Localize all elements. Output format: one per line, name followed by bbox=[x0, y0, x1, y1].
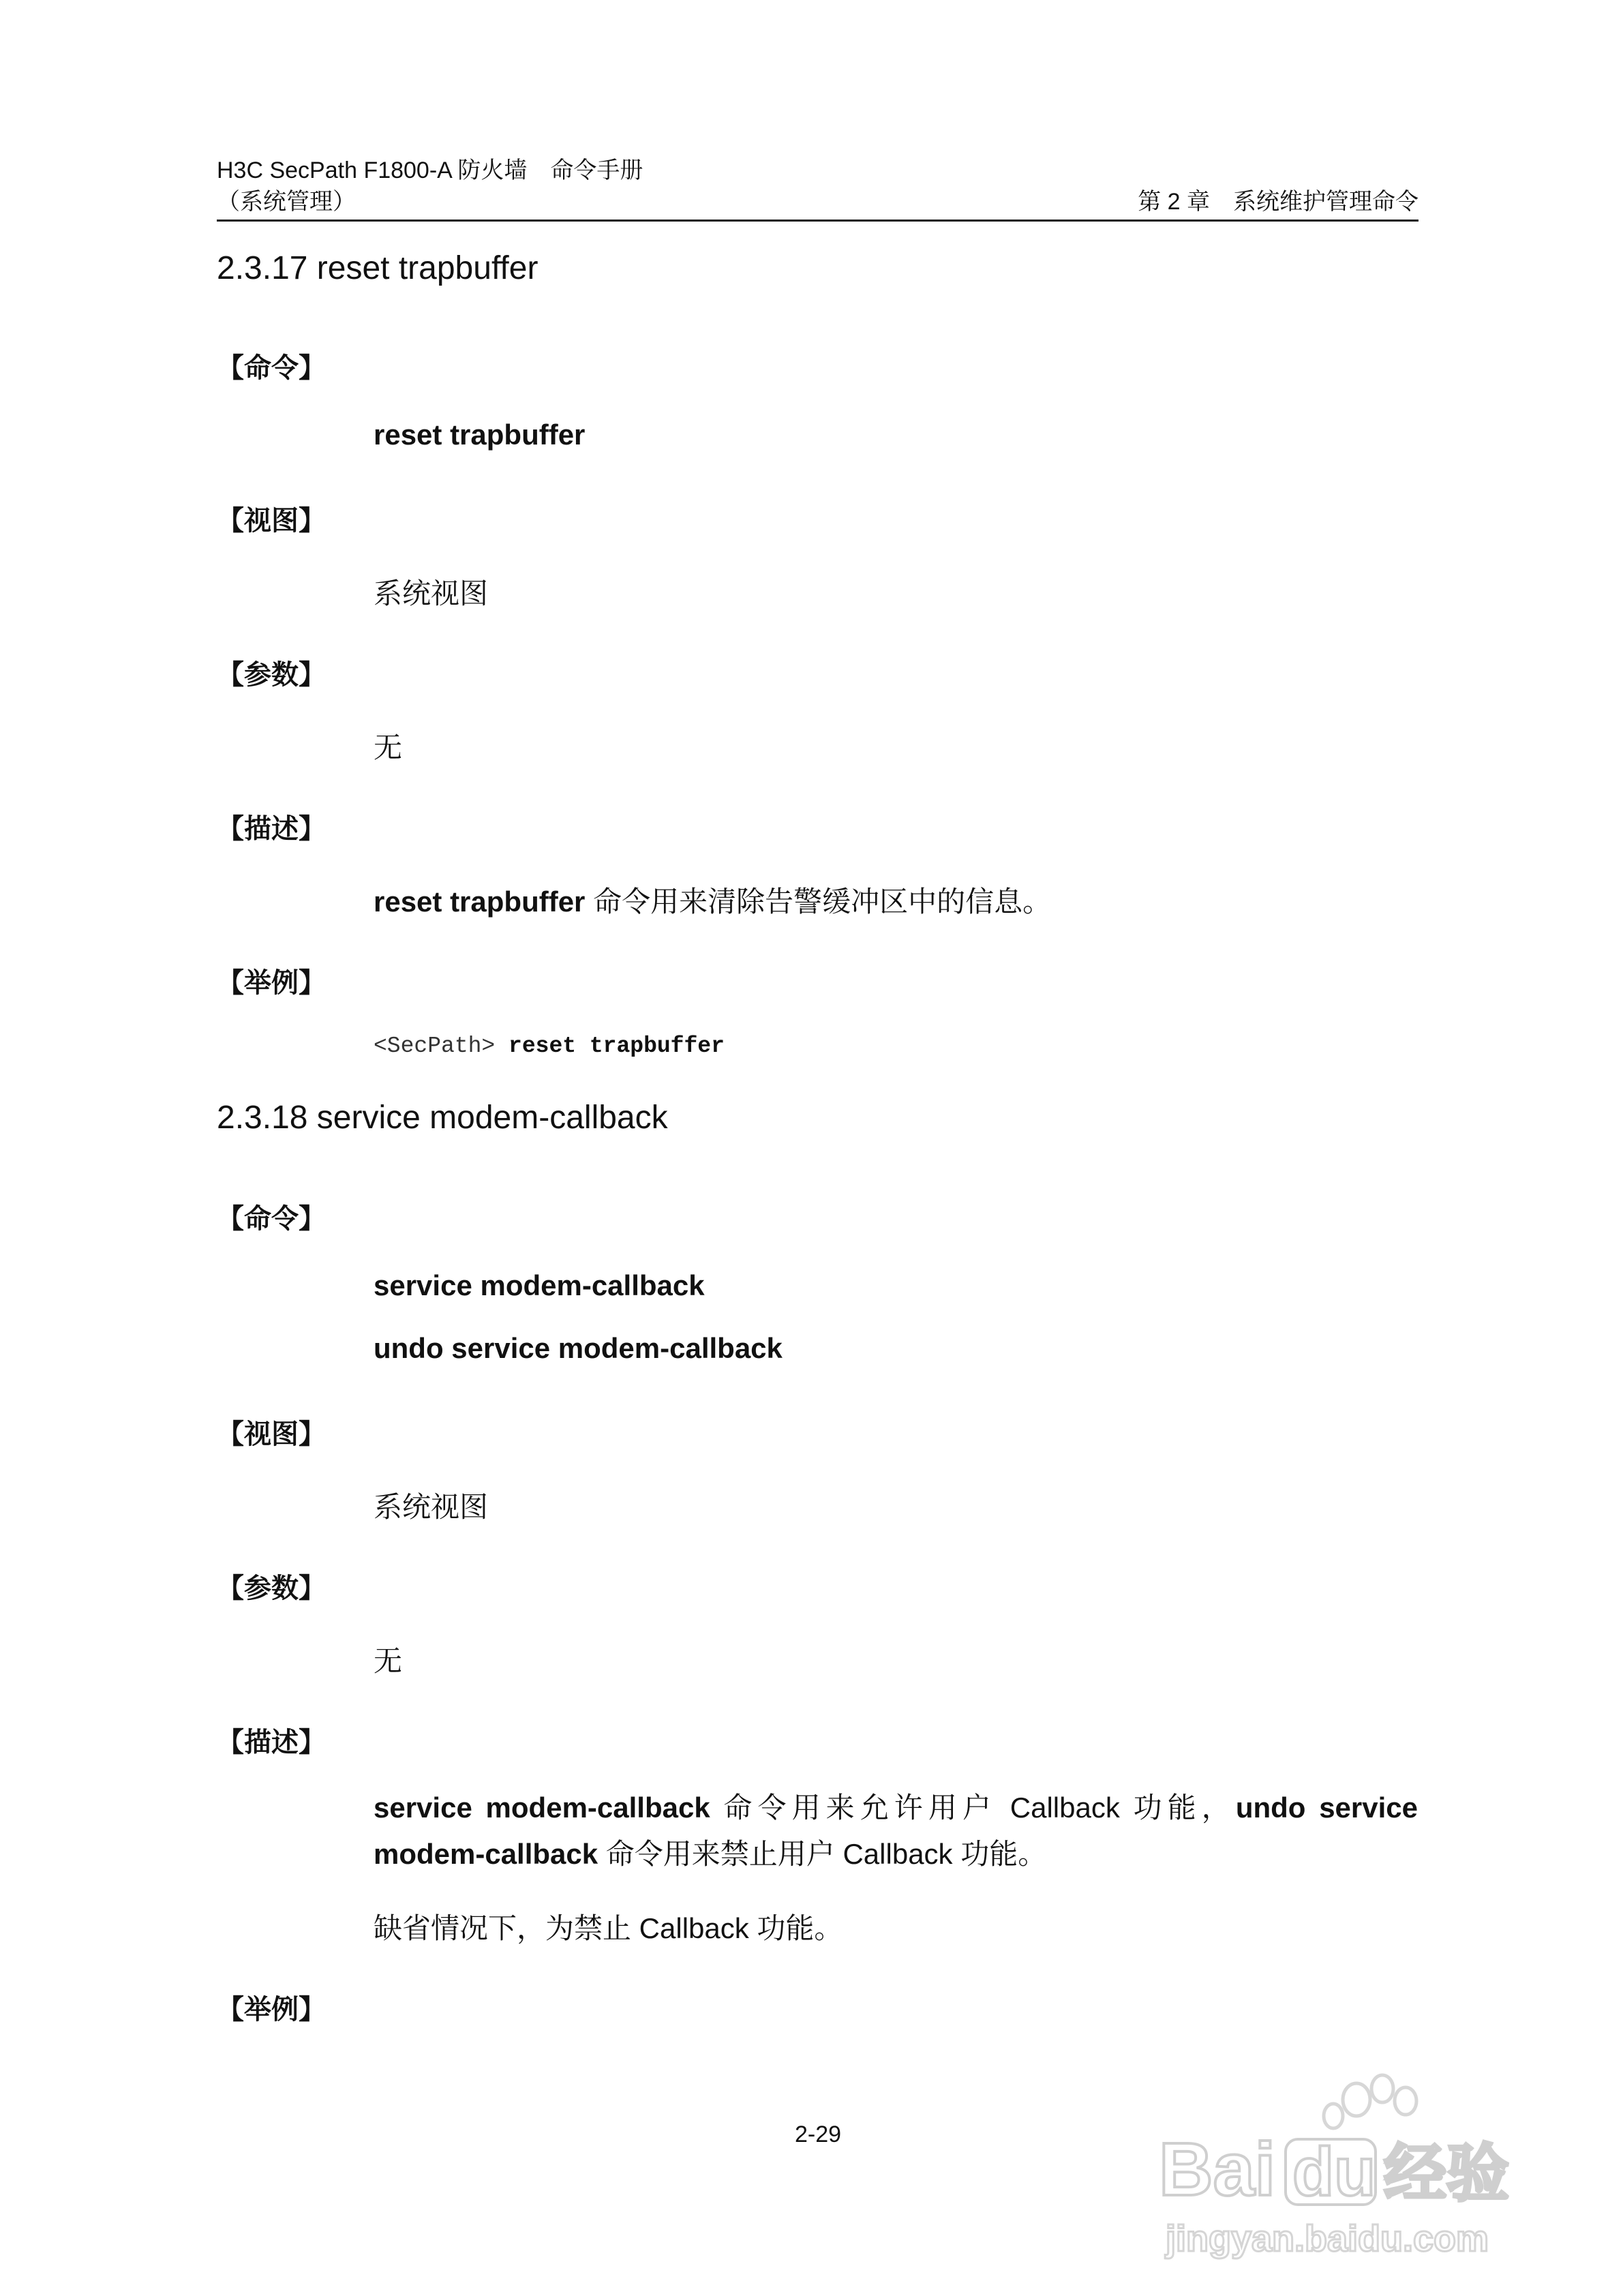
section-heading-service-modem-callback: 2.3.18 service modem-callback bbox=[217, 1100, 668, 1136]
description-sentence-undo: 命令用来禁止用户 Callback 功能。 bbox=[598, 1838, 1047, 1870]
default-behavior: 缺省情况下，为禁止 Callback 功能。 bbox=[374, 1912, 843, 1944]
label-command: 【命令】 bbox=[217, 1204, 326, 1234]
view-value: 系统视图 bbox=[374, 577, 489, 609]
description-sentence: 命令用来允许用户 Callback 功能， bbox=[710, 1792, 1236, 1824]
svg-text:du: du bbox=[1292, 2134, 1376, 2210]
description-text bbox=[374, 879, 1051, 920]
parameters-value: 无 bbox=[374, 1645, 403, 1677]
svg-text:jingyan.baidu.com: jingyan.baidu.com bbox=[1166, 2218, 1489, 2259]
section-heading-reset-trapbuffer: 2.3.17 reset trapbuffer bbox=[217, 250, 539, 286]
label-description: 【描述】 bbox=[217, 814, 326, 844]
view-value: 系统视图 bbox=[374, 1491, 489, 1523]
label-parameters: 【参数】 bbox=[217, 660, 326, 690]
baidu-paw-logo-icon bbox=[1152, 2059, 1534, 2263]
label-view: 【视图】 bbox=[217, 506, 326, 536]
label-view: 【视图】 bbox=[217, 1419, 326, 1449]
command-syntax-undo: undo service modem-callback bbox=[374, 1332, 783, 1364]
command-syntax: reset trapbuffer bbox=[374, 419, 586, 451]
chapter-title: 第 2 章 系统维护管理命令 bbox=[1138, 189, 1419, 215]
description-command: service modem-callback bbox=[374, 1792, 710, 1824]
baidu-jingyan-watermark bbox=[1152, 2059, 1534, 2263]
svg-text:经验: 经验 bbox=[1384, 2137, 1510, 2210]
label-parameters: 【参数】 bbox=[217, 1573, 326, 1603]
label-example: 【举例】 bbox=[217, 968, 326, 998]
description-sentence: 命令用来清除告警缓冲区中的信息。 bbox=[585, 886, 1052, 918]
description-command: reset trapbuffer bbox=[374, 886, 586, 918]
label-example: 【举例】 bbox=[217, 1995, 326, 2025]
description-undo-command: undo service modem-callback bbox=[374, 1792, 1418, 1870]
doc-subtitle: （系统管理） bbox=[217, 189, 356, 215]
header-rule bbox=[217, 220, 1419, 222]
parameters-value: 无 bbox=[374, 731, 403, 764]
example-prompt: <SecPath> bbox=[374, 1033, 509, 1059]
example-code bbox=[374, 1033, 725, 1059]
description-paragraph bbox=[374, 1785, 1418, 1877]
svg-text:Bai: Bai bbox=[1159, 2128, 1276, 2211]
label-command: 【命令】 bbox=[217, 353, 326, 383]
example-command: reset trapbuffer bbox=[509, 1033, 725, 1059]
command-syntax: service modem-callback bbox=[374, 1269, 705, 1301]
page-number: 2-29 bbox=[794, 2121, 842, 2147]
label-description: 【描述】 bbox=[217, 1727, 326, 1757]
doc-title: H3C SecPath F1800-A 防火墙 命令手册 bbox=[217, 157, 643, 183]
